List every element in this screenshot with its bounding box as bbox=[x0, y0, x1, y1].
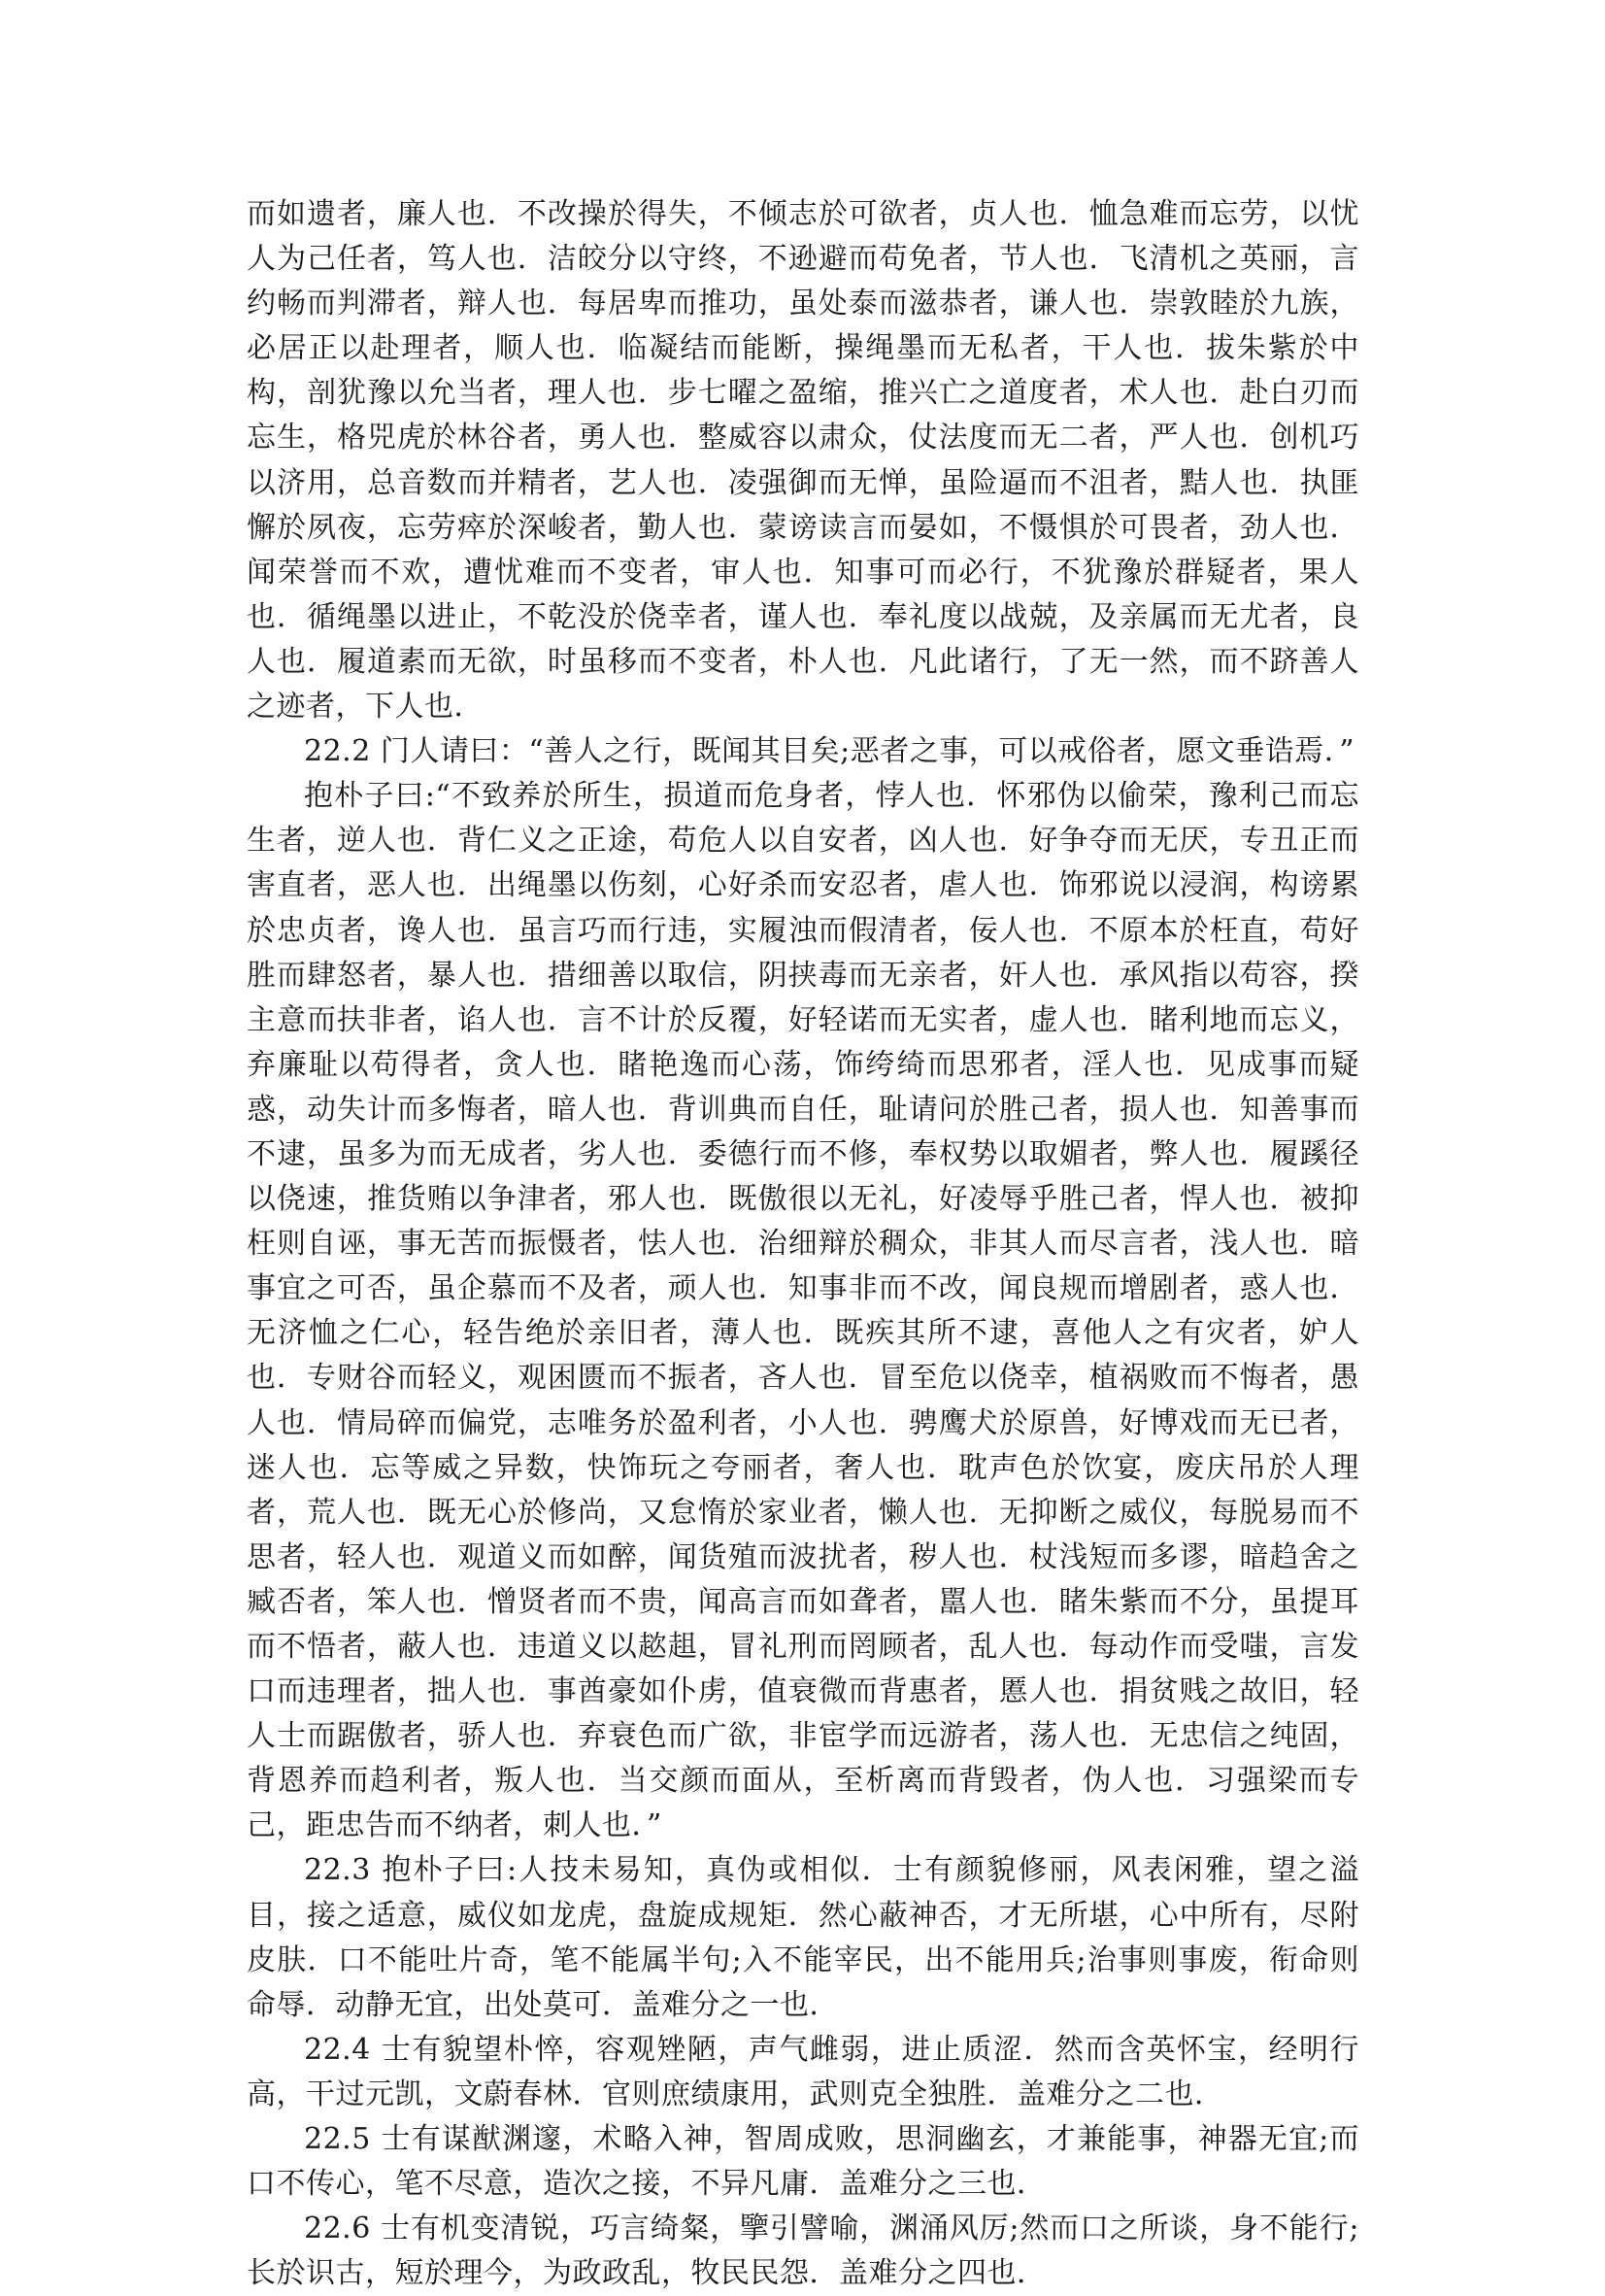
paragraph-continuation: 而如遗者，廉人也．不改操於得失，不倾志於可欲者，贞人也．恤急难而忘劳，以忧人为己任者，笃人也．洁皎分以守终，不逊避而苟免者，节人也．飞清机之英丽，言约畅而判滞者，辩人也．每居卑而推功，虽处泰而滋恭者，谦人也．崇敦睦於九族，必居正以赴理者，顺人也．临凝结而能断，操绳墨而无私者，干人也．拔朱紫於中构，剖犹豫以允当者，理人也．步七曜之盈缩，推兴亡之道度者，术人也．赴白刃而忘生，格兕虎於林谷者，勇人也．整威容以肃众，仗法度而无二者，严人也．创机巧以济用，总音数而并精者，艺人也．凌强御而无惮，虽险逼而不沮者，黠人也．执匪懈於夙夜，忘劳瘁於深峻者，勤人也．蒙谤读言而晏如，不慑惧於可畏者，劲人也．闻荣誉而不欢，遭忧难而不变者，审人也．知事可而必行，不犹豫於群疑者，果人也．循绳墨以进止，不乾没於侥幸者，谨人也．奉礼度以战兢，及亲属而无尤者，良人也．履道素而无欲，时虽移而不变者，朴人也．凡此诸行，了无一然，而不跻善人之迹者，下人也． bbox=[247, 197, 1359, 725]
body-text bbox=[247, 192, 1359, 2296]
paragraph-22-5: 22.5 士有谋猷渊邃，术略入神，智周成败，思洞幽玄，才兼能事，神器无宜;而口不传心，笔不尽意，造次之接，不异凡庸．盖难分之三也． bbox=[247, 2122, 1359, 2202]
paragraph-22-3: 22.3 抱朴子曰:人技未易知，真伪或相似．士有颜貌修丽，风表闲雅，望之溢目，接之适意，威仪如龙虎，盘旋成规矩．然心蔽神否，才无所堪，心中所有，尽附皮肤．口不能吐片奇，笔不能属半句;入不能宰民，出不能用兵;治事则事废，衔命则命辱．动静无宜，出处莫可．盖难分之一也． bbox=[247, 1853, 1359, 2022]
paragraph-22-6: 22.6 士有机变清锐，巧言绮粲，擥引譬喻，渊涌风厉;然而口之所谈，身不能行;长於识古，短於理今，为政政乱，牧民民怨．盖难分之四也． bbox=[247, 2212, 1359, 2291]
paragraph-22-4: 22.4 士有貌望朴悴，容观矬陋，声气雌弱，进止质涩．然而含英怀宝，经明行高，干过元凯，文蔚春林．官则庶绩康用，武则克全独胜．盖难分之二也． bbox=[247, 2032, 1359, 2111]
paragraph-baopuzi-reply: 抱朴子曰:“不致养於所生，损道而危身者，悖人也．怀邪伪以偷荣，豫利己而忘生者，逆人也．背仁义之正途，苟危人以自安者，凶人也．好争夺而无厌，专丑正而害直者，恶人也．出绳墨以伤刻，心好杀而安忍者，虐人也．饰邪说以浸润，构谤累於忠贞者，谗人也．虽言巧而行违，实履浊而假清者，佞人也．不原本於枉直，苟好胜而肆怒者，暴人也．措细善以取信，阴挟毒而无亲者，奸人也．承风指以苟容，揆主意而扶非者，谄人也．言不计於反覆，好轻诺而无实者，虚人也．睹利地而忘义，弃廉耻以苟得者，贪人也．睹艳逸而心荡，饰绔绮而思邪者，淫人也．见成事而疑惑，动失计而多悔者，暗人也．背训典而自任，耻请问於胜己者，损人也．知善事而不逮，虽多为而无成者，劣人也．委德行而不修，奉权势以取媚者，弊人也．履蹊径以侥速，推货贿以争津者，邪人也．既傲很以无礼，好凌辱乎胜己者，悍人也．被抑枉则自诬，事无苦而振慑者，怯人也．治细辩於稠众，非其人而尽言者，浅人也．暗事宜之可否，虽企慕而不及者，顽人也．知事非而不改，闻良规而增剧者，惑人也．无济恤之仁心，轻告绝於亲旧者，薄人也．既疾其所不逮，喜他人之有灾者，妒人也．专财谷而轻义，观困匮而不振者，吝人也．冒至危以侥幸，植祸败而不悔者，愚人也．情局碎而偏党，志唯务於盈利者，小人也．骋鹰犬於原兽，好博戏而无已者，迷人也．忘等威之异数，快饰玩之夸丽者，奢人也．耽声色於饮宴，废庆吊於人理者，荒人也．既无心於修尚，又怠惰於家业者，懒人也．无抑断之威仪，每脱易而不思者，轻人也．观道义而如醉，闻货殖而波扰者，秽人也．杖浅短而多谬，暗趋舍之臧否者，笨人也．憎贤者而不贵，闻高言而如聋者，嚚人也．睹朱紫而不分，虽提耳而不悟者，蔽人也．违道义以趑趄，冒礼刑而罔顾者，乱人也．每动作而受嗤，言发口而违理者，拙人也．事酋豪如仆虏，值衰微而背惠者，慝人也．捐贫贱之故旧，轻人士而踞傲者，骄人也．弃衰色而广欲，非宦学而远游者，荡人也．无忠信之纯固，背恩养而趋利者，叛人也．当交颜而面从，至析离而背毁者，伪人也．习强梁而专己，距忠告而不纳者，刺人也．” bbox=[247, 779, 1359, 1843]
paragraph-22-2: 22.2 门人请曰：“善人之行，既闻其目矣;恶者之事，可以戒俗者，愿文垂诰焉．” bbox=[304, 734, 1355, 769]
